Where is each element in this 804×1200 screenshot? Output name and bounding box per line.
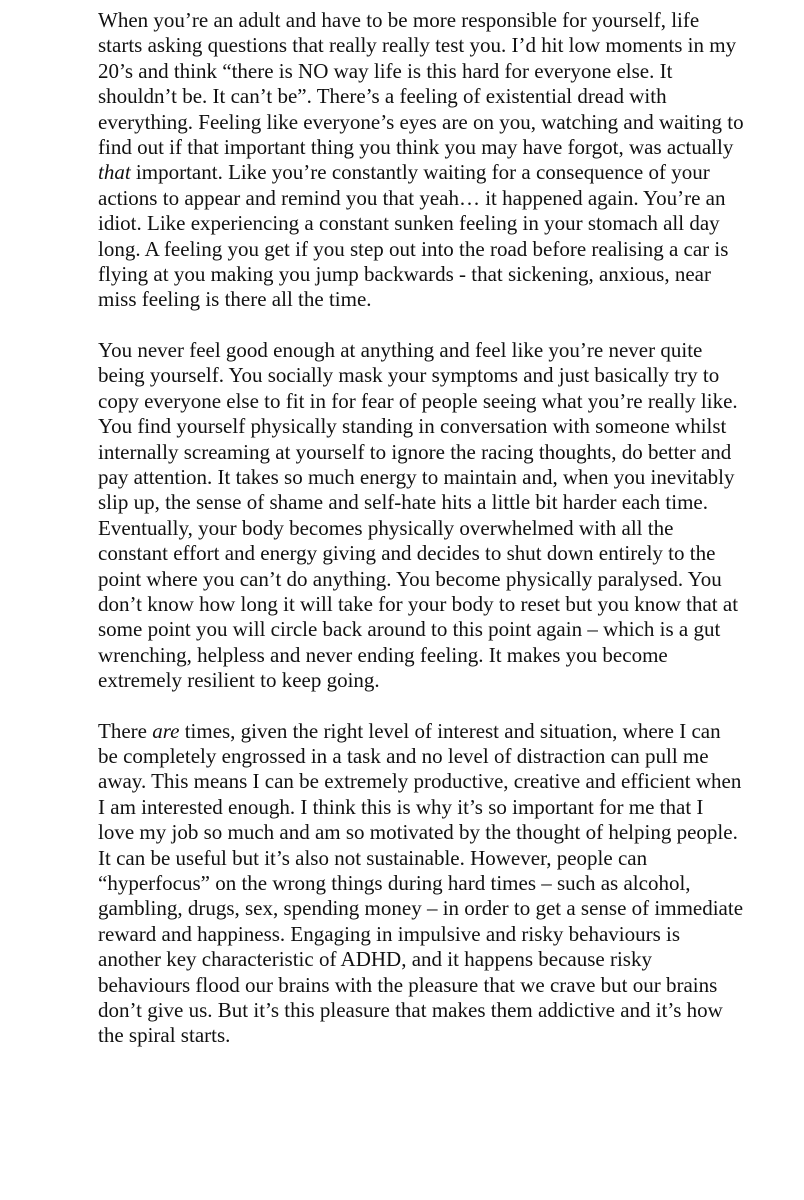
paragraph-3-text-2: times, given the right level of interest and situation, where I can be completely engrossed in a task and no level of distraction can pull me away. This means I can be extremely productive, creative and efficient when I am interested enough. I think this is why it’s so important for me that I love my job so much and am so motivated by the thought of helping people. It can be useful but it’s also not sustainable. However, people can “hyperfocus” on the wrong things during hard times – such as alcohol, gambling, drugs, sex, spending money – in order to get a sense of immediate reward and happiness. Engaging in impulsive and risky behaviours is another key characteristic of ADHD, and it happens because risky behaviours flood our brains with the pleasure that we crave but our brains don’t give us. But it’s this pleasure that makes them addictive and it’s how the spiral starts.: [98, 718, 744, 1048]
paragraph-1-italic-that: that: [98, 160, 131, 185]
paragraph-1: [98, 8, 744, 313]
paragraph-3: [98, 719, 744, 1049]
paragraph-3-italic-are: are: [152, 718, 180, 743]
paragraph-2: [98, 338, 744, 694]
paragraph-3-text-1: There: [98, 718, 153, 743]
paragraph-1-text-2: important. Like you’re constantly waiting for a consequence of your actions to appear and remind you that yeah… it happened again. You’re an idiot. Like experiencing a constant sunken feeling in your stomach all day long. A feeling you get if you step out into the road before realising a car is flying at you making you jump backwards - that sickening, anxious, near miss feeling is there all the time.: [98, 160, 729, 312]
paragraph-1-text-1: When you’re an adult and have to be more responsible for yourself, life starts asking questions that really really test you. I’d hit low moments in my 20’s and think “there is NO way life is this hard for everyone else. It shouldn’t be. It can’t be”. There’s a feeling of existential dread with everything. Feeling like everyone’s eyes are on you, watching and waiting to find out if that important thing you think you may have forgot, was actually: [98, 8, 744, 160]
paragraph-2-text-1: You never feel good enough at anything and feel like you’re never quite being yourself. You socially mask your symptoms and just basically try to copy everyone else to fit in for fear of people seeing what you’re really like. You find yourself physically standing in conversation with someone whilst internally screaming at yourself to ignore the racing thoughts, do better and pay attention. It takes so much energy to maintain and, when you inevitably slip up, the sense of shame and self-hate hits a little bit harder each time. Eventually, your body becomes physically overwhelmed with all the constant effort and energy giving and decides to shut down entirely to the point where you can’t do anything. You become physically paralysed. You don’t know how long it will take for your body to reset but you know that at some point you will circle back around to this point again – which is a gut wrenching, helpless and never ending feeling. It makes you become extremely resilient to keep going.: [98, 337, 739, 693]
